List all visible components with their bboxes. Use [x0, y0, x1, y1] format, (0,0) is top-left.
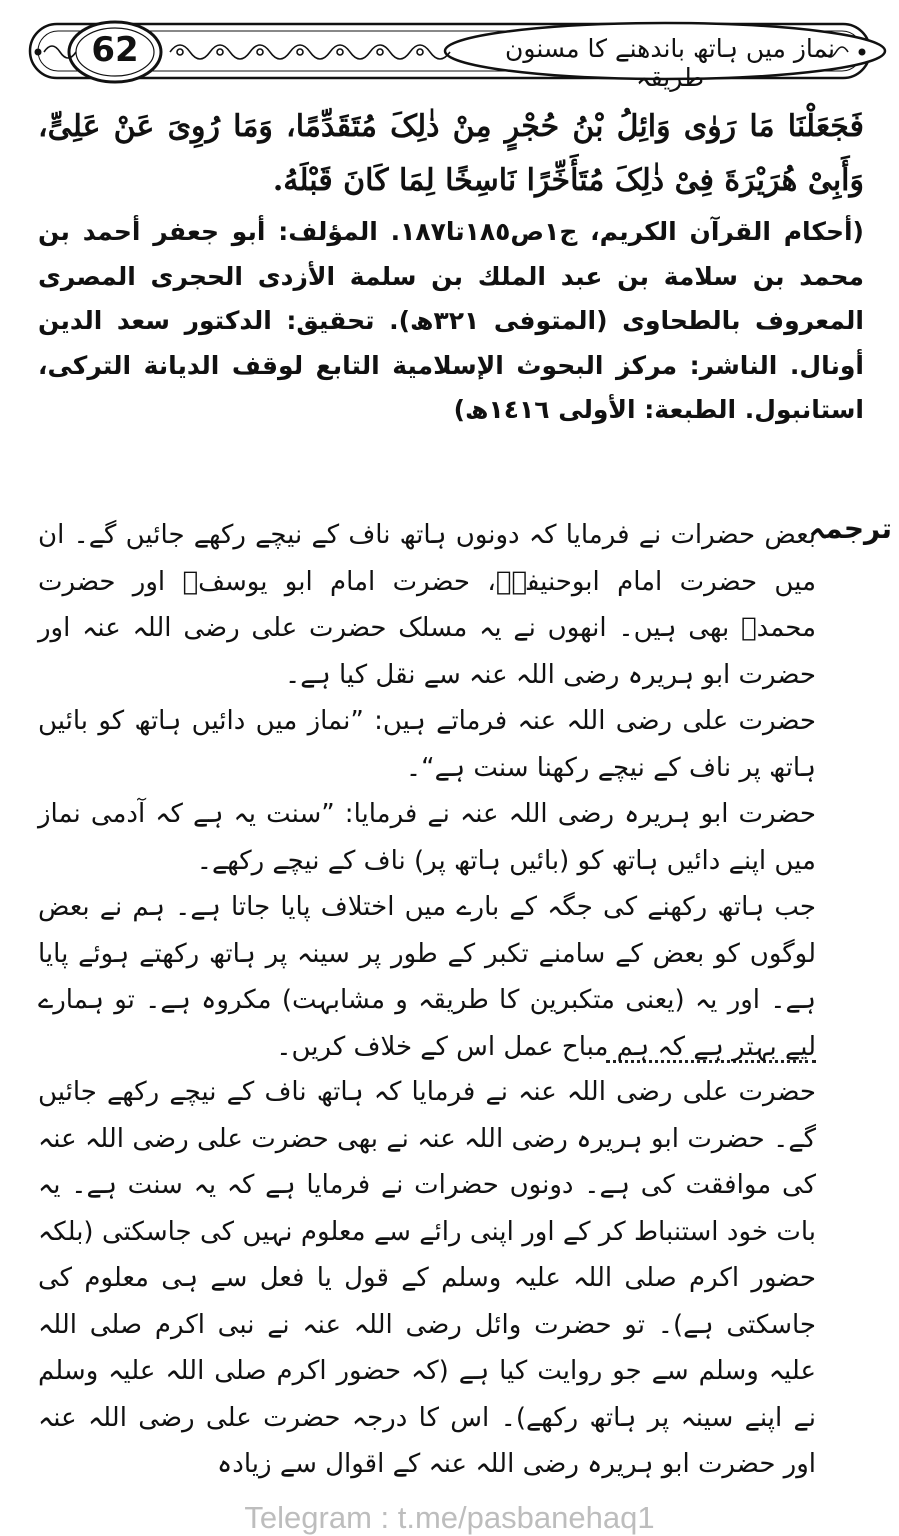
- translation-section: [38, 512, 816, 1488]
- translation-label: ترجمہ: [808, 512, 892, 545]
- paragraph: جب ہاتھ رکھنے کی جگہ کے بارے میں اختلاف پایا جاتا ہے۔ ہم نے بعض لوگوں کو بعض کے سامنے تکبر کے طور پر سینہ پر ہاتھ رکھتے ہوئے پایا ہے۔ اور یہ (یعنی متکبرین کا طریقہ و مشابہت) مکروہ ہے۔ تو ہمارے لیے بہتر ہے کہ ہم مباح عمل اس کے خلاف کریں۔: [38, 892, 816, 1062]
- page-title: نماز میں ہاتھ باندھنے کا مسنون طریقہ: [505, 34, 835, 92]
- arabic-quote: فَجَعَلْنَا مَا رَوٰی وَائِلُ بْنُ حُجْرٍ مِنْ ذٰلِکَ مُتَقَدِّمًا، وَمَا رُوِیَ عَنْ عَلِیٍّ، وَأَبِیْ هُرَیْرَةَ فِیْ ذٰلِکَ مُتَأَخِّرًا نَاسِخًا لِمَا کَانَ قَبْلَهُ.: [38, 109, 864, 198]
- paragraph: بعض حضرات نے فرمایا کہ دونوں ہاتھ ناف کے نیچے رکھے جائیں گے۔ ان میں حضرت امام ابوحنیفہؒ، حضرت امام ابو یوسفؒ اور حضرت محمدؒ بھی ہیں۔ انھوں نے یہ مسلک حضرت علی رضی اللہ عنہ اور حضرت ابو ہریرہ رضی اللہ عنہ سے نقل کیا ہے۔: [38, 520, 816, 690]
- page-number: 62: [91, 30, 139, 70]
- page-body: [38, 100, 864, 433]
- page-header: [0, 0, 899, 96]
- reference-citation: (أحكام القرآن الكريم، ج١ص١٨٥تا١٨٧. المؤلف: أبو جعفر أحمد بن محمد بن سلامة بن عبد الملك بن سلمة الأزدی الحجری المصری المعروف بالطحاوی (المتوفی ٣٢١ھ). تحقيق: الدكتور سعد الدين أونال. الناشر: مركز البحوث الإسلامية التابع لوقف الديانة التركی، استانبول. الطبعة: الأولى ١٤١٦ھ): [38, 217, 864, 424]
- paragraph: حضرت ابو ہریرہ رضی اللہ عنہ نے فرمایا: ”سنت یہ ہے کہ آدمی نماز میں اپنے دائیں ہاتھ کو (بائیں ہاتھ پر) ناف کے نیچے رکھے۔: [38, 799, 816, 876]
- paragraph: حضرت علی رضی اللہ عنہ فرماتے ہیں: ”نماز میں دائیں ہاتھ کو بائیں ہاتھ پر ناف کے نیچے رکھنا سنت ہے“۔: [38, 706, 816, 783]
- telegram-watermark: Telegram : t.me/pasbanehaq1: [244, 1500, 655, 1535]
- paragraph: حضرت علی رضی اللہ عنہ نے فرمایا کہ ہاتھ ناف کے نیچے رکھے جائیں گے۔ حضرت ابو ہریرہ رضی اللہ عنہ نے بھی حضرت علی رضی اللہ عنہ کی موافقت کی ہے۔ دونوں حضرات نے فرمایا ہے کہ یہ سنت ہے۔ یہ بات خود استنباط کر کے اور اپنی رائے سے معلوم نہیں کی جاسکتی (بلکہ حضور اکرم صلی اللہ علیہ وسلم کے قول یا فعل سے ہی معلوم کی جاسکتی ہے)۔ تو حضرت وائل رضی اللہ عنہ نے نبی اکرم صلی اللہ علیہ وسلم سے جو روایت کیا ہے (کہ حضور اکرم صلی اللہ علیہ وسلم نے اپنے سینہ پر ہاتھ رکھے)۔ اس کا درجہ حضرت علی رضی اللہ عنہ اور حضرت ابو ہریرہ رضی اللہ عنہ کے اقوال سے زیادہ: [38, 1077, 816, 1479]
